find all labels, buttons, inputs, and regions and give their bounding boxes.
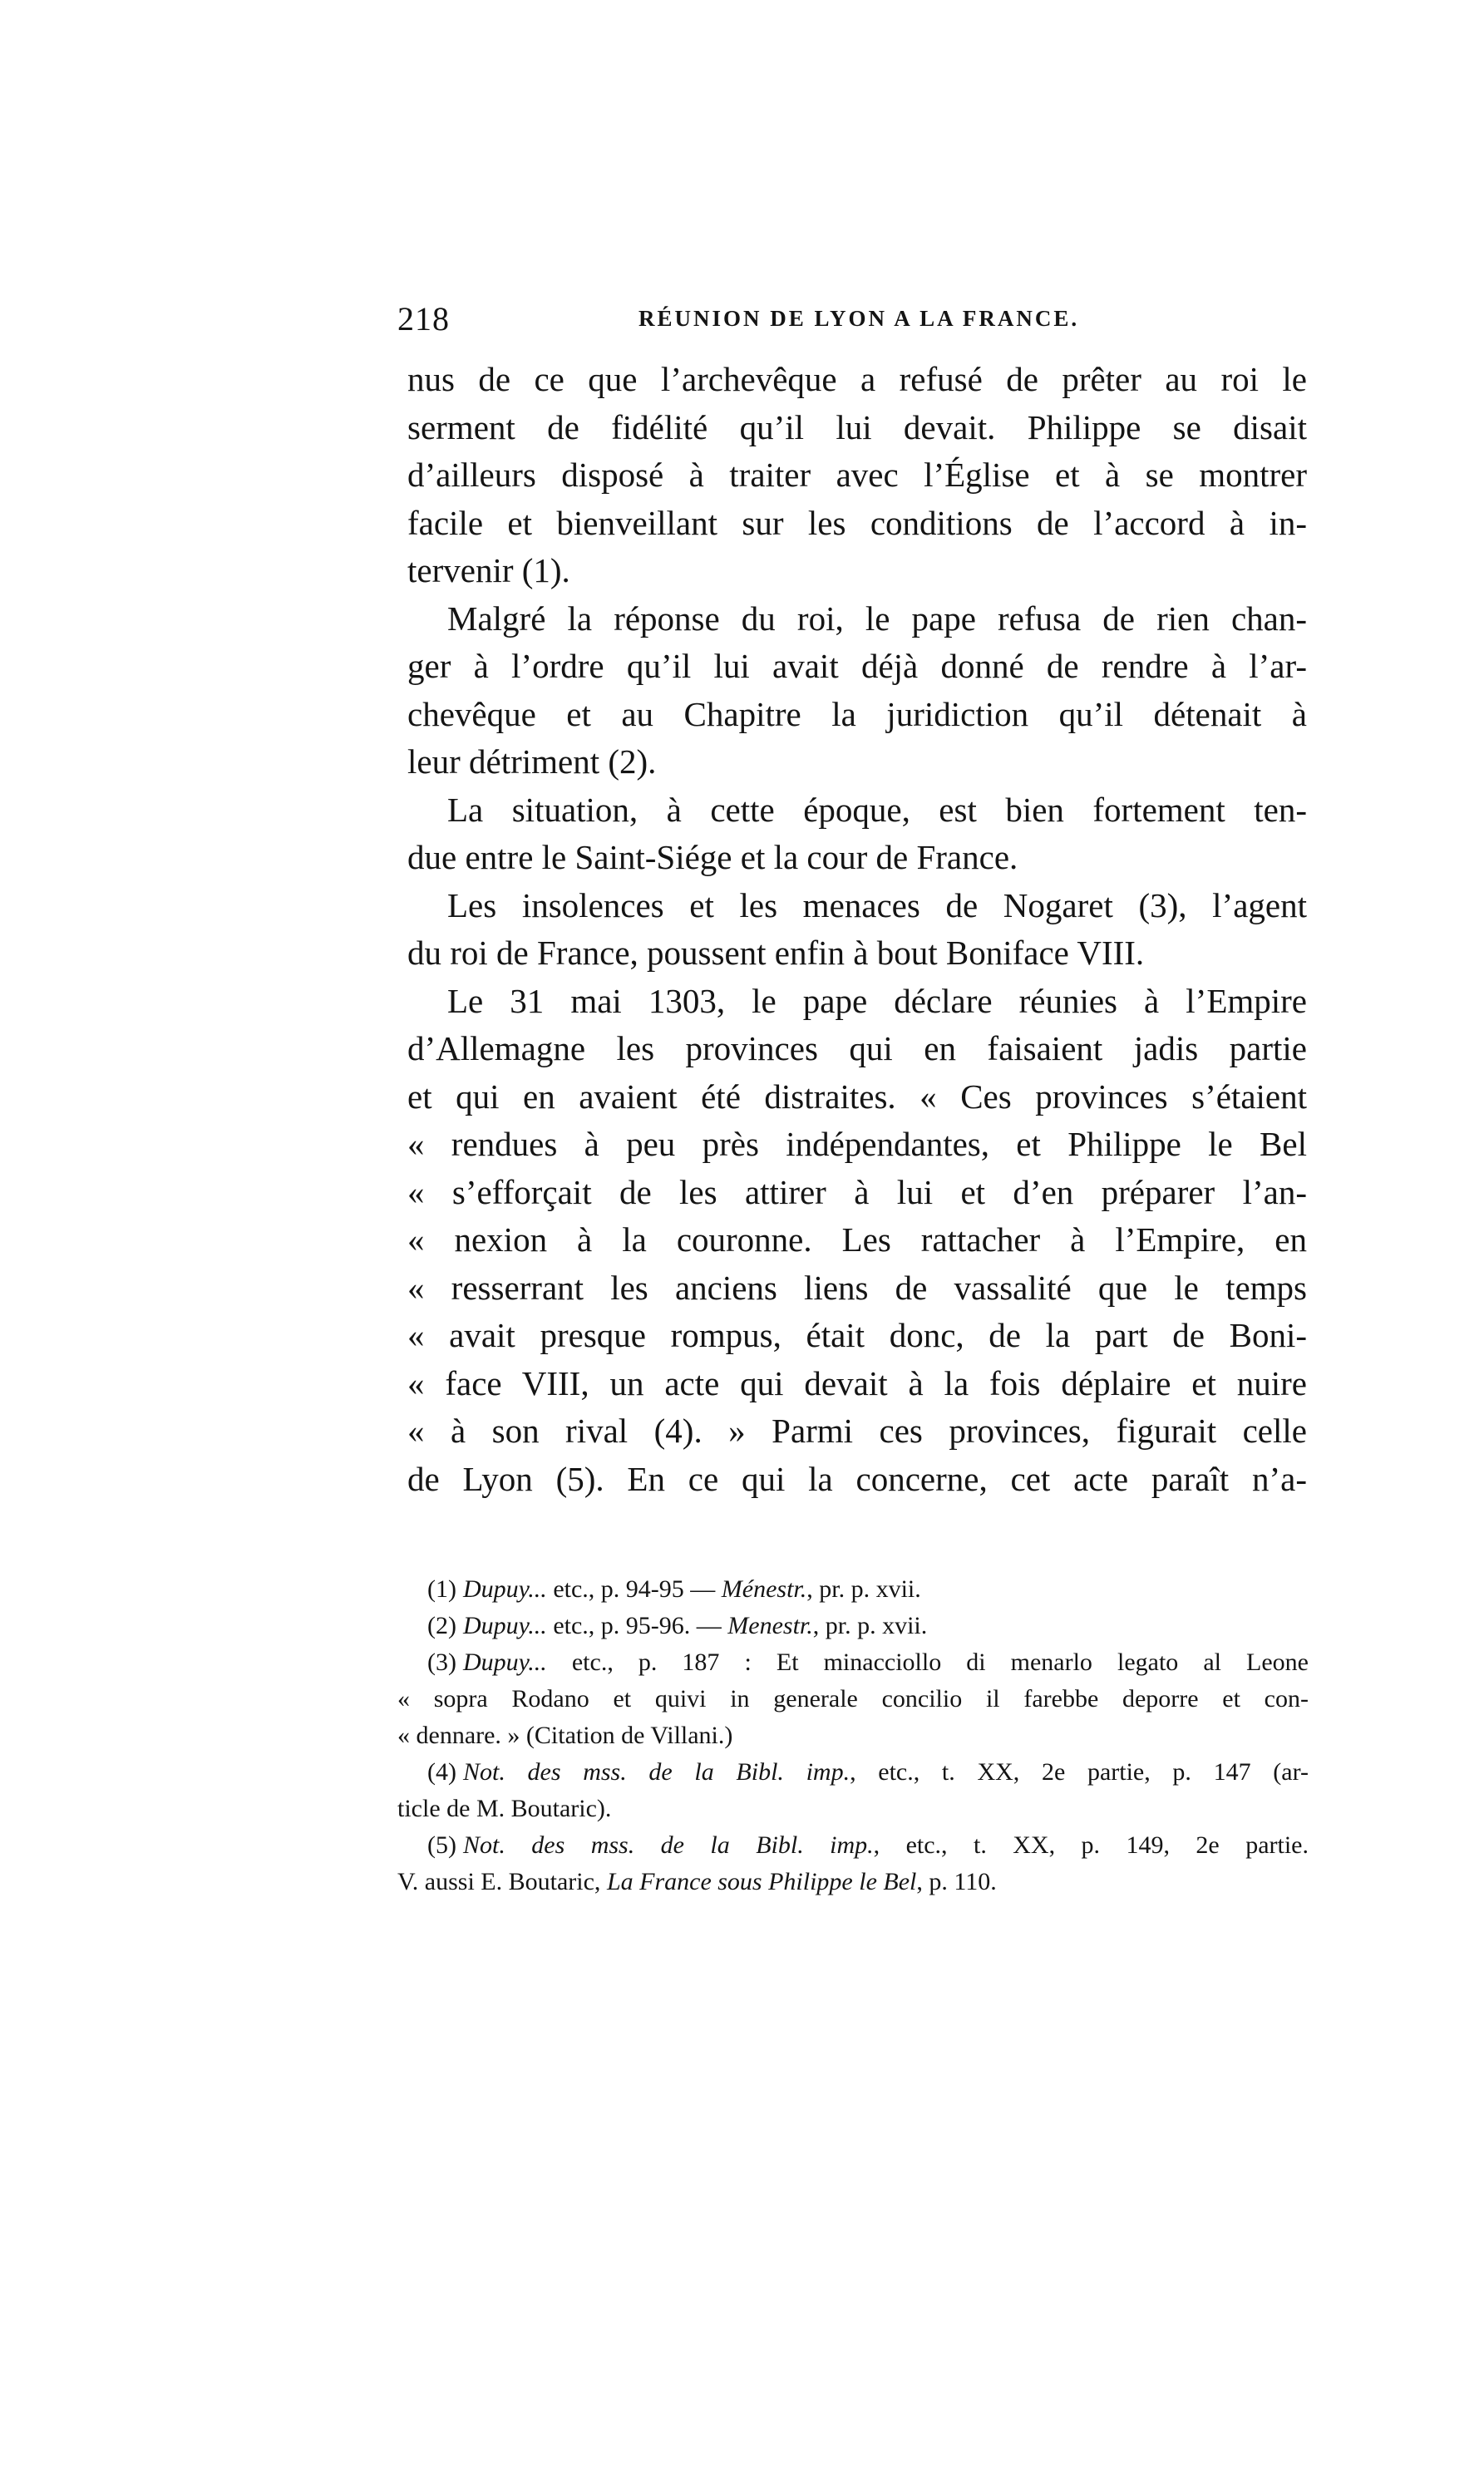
footnote-text: , etc., t. XX, 2e partie, p. 147 (ar-: [850, 1758, 1309, 1786]
footnote-text: , pr. p. xvii.: [812, 1612, 928, 1639]
footnote-text: , p. 110.: [916, 1868, 997, 1895]
footnote-reference: Ménestr.: [721, 1575, 807, 1603]
footnote-text: , etc., t. XX, p. 149, 2e partie.: [873, 1831, 1309, 1859]
text-line: leur détriment (2).: [407, 742, 657, 781]
footnote-5-continuation: [397, 1864, 1309, 1900]
footnote-reference: Dupuy...: [462, 1575, 547, 1603]
footnote-3-continuation: « dennare. » (Citation de Villani.): [397, 1722, 733, 1749]
footnote-text: etc., p. 187 : Et minacciollo di menarlo legato al Leone: [546, 1649, 1309, 1676]
text-line: et qui en avaient été distraites. « Ces provinces s’étaient: [407, 1077, 1307, 1116]
text-line: du roi de France, poussent enfin à bout Boniface VIII.: [407, 934, 1145, 972]
page-number: 218: [397, 300, 450, 338]
text-line: d’Allemagne les provinces qui en faisaient jadis partie: [407, 1029, 1307, 1067]
footnote-4: [397, 1754, 1309, 1791]
text-line: Le 31 mai 1303, le pape déclare réunies à l’Empire: [447, 981, 1307, 1020]
footnote-number: (4): [427, 1758, 456, 1786]
footnote-text: etc., p. 94-95 —: [546, 1575, 722, 1603]
text-line: « s’efforçait de les attirer à lui et d’en préparer l’an-: [407, 1172, 1307, 1211]
text-line: « avait presque rompus, était donc, de la part de Boni-: [407, 1316, 1307, 1354]
footnote-3: [397, 1644, 1309, 1681]
text-line: Les insolences et les menaces de Nogaret (3), l’agent: [447, 885, 1307, 924]
footnote-reference: La France sous Philippe le Bel: [606, 1868, 917, 1895]
footnote-number: (5): [427, 1831, 456, 1859]
footnote-text: V. aussi E. Boutaric,: [397, 1868, 607, 1895]
footnote-reference: Dupuy...: [462, 1649, 547, 1676]
footnote-number: (1): [427, 1575, 456, 1603]
footnote-4-continuation: ticle de M. Boutaric).: [397, 1795, 612, 1822]
footnote-text: etc., p. 95-96. —: [546, 1612, 728, 1639]
text-line: « à son rival (4). » Parmi ces provinces, figurait celle: [407, 1412, 1307, 1450]
text-line: facile et bienveillant sur les conditions de l’accord à in-: [407, 503, 1307, 542]
footnote-2: [397, 1608, 1309, 1644]
text-line: d’ailleurs disposé à traiter avec l’Église et à se montrer: [407, 456, 1307, 494]
text-line: tervenir (1).: [407, 551, 570, 589]
text-line: serment de fidélité qu’il lui devait. Philippe se disait: [407, 407, 1307, 446]
text-line: ger à l’ordre qu’il lui avait déjà donné de rendre à l’ar-: [407, 647, 1307, 685]
text-line: « resserrant les anciens liens de vassalité que le temps: [407, 1268, 1307, 1307]
footnote-5: [397, 1827, 1309, 1864]
footnote-reference: Dupuy...: [462, 1612, 547, 1639]
text-line: de Lyon (5). En ce qui la concerne, cet acte paraît n’a-: [407, 1459, 1307, 1498]
text-line: due entre le Saint-Siége et la cour de France.: [407, 838, 1018, 876]
footnote-reference: Menestr.: [727, 1612, 813, 1639]
running-title: RÉUNION DE LYON A LA FRANCE.: [638, 306, 1080, 331]
text-line: nus de ce que l’archevêque a refusé de prêter au roi le: [407, 360, 1307, 398]
footnote-number: (3): [427, 1649, 456, 1676]
footnote-reference: Not. des mss. de la Bibl. imp.: [462, 1758, 850, 1786]
main-text: [407, 356, 1307, 1503]
footnote-number: (2): [427, 1612, 456, 1639]
text-line: La situation, à cette époque, est bien fortement ten-: [447, 790, 1307, 829]
footnote-text: , pr. p. xvii.: [806, 1575, 921, 1603]
page-header: [397, 299, 1307, 341]
footnotes: [397, 1571, 1309, 1900]
footnote-1: [397, 1571, 1309, 1608]
text-line: « rendues à peu près indépendantes, et Philippe le Bel: [407, 1125, 1307, 1163]
text-line: chevêque et au Chapitre la juridiction qu’il détenait à: [407, 694, 1307, 733]
text-line: Malgré la réponse du roi, le pape refusa de rien chan-: [447, 599, 1307, 638]
footnote-3-continuation: « sopra Rodano et quivi in generale concilio il farebbe deporre et con-: [397, 1685, 1309, 1713]
text-line: « face VIII, un acte qui devait à la fois déplaire et nuire: [407, 1363, 1307, 1402]
text-line: « nexion à la couronne. Les rattacher à l’Empire, en: [407, 1220, 1307, 1259]
footnote-reference: Not. des mss. de la Bibl. imp.: [462, 1831, 874, 1859]
